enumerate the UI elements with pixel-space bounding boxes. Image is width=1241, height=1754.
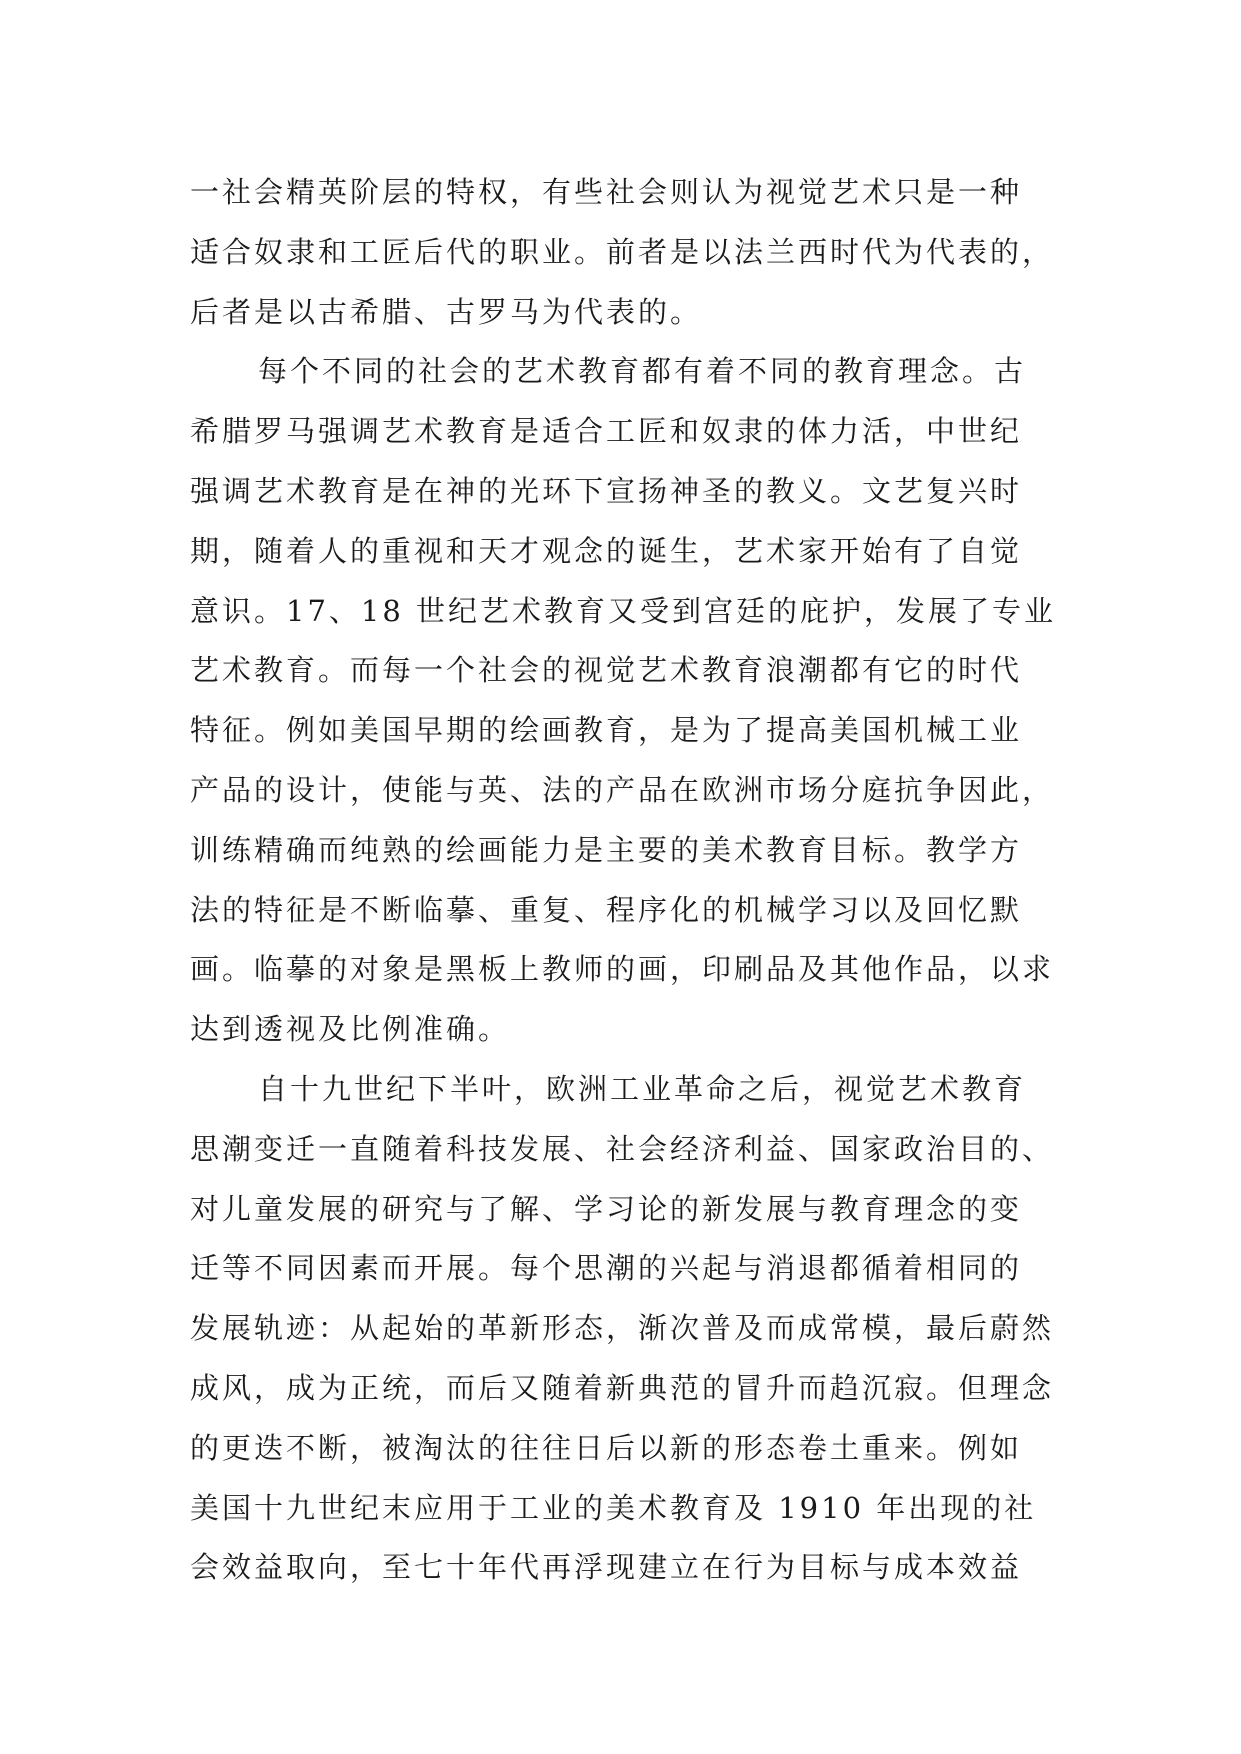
text-line: 迁等不同因素而开展。每个思潮的兴起与消退都循着相同的 — [190, 1251, 1023, 1286]
paragraph-1 — [190, 163, 1055, 342]
text-line: 自十九世纪下半叶，欧洲工业革命之后，视觉艺术教育 — [258, 1071, 1027, 1106]
text-line: 强调艺术教育是在神的光环下宣扬神圣的教义。文艺复兴时 — [190, 473, 1023, 508]
paragraph-3 — [190, 1060, 1055, 1598]
text-line: 达到透视及比例准确。 — [190, 1012, 511, 1047]
text-line: 特征。例如美国早期的绘画教育，是为了提高美国机械工业 — [190, 713, 1023, 748]
text-line: 适合奴隶和工匠后代的职业。前者是以法兰西时代为代表的， — [190, 234, 1055, 269]
text-line: 后者是以古希腊、古罗马为代表的。 — [190, 294, 703, 329]
text-line: 希腊罗马强调艺术教育是适合工匠和奴隶的体力活，中世纪 — [190, 414, 1023, 449]
text-line: 每个不同的社会的艺术教育都有着不同的教育理念。古 — [258, 354, 1027, 389]
text-line: 对儿童发展的研究与了解、学习论的新发展与教育理念的变 — [190, 1191, 1023, 1226]
text-line: 会效益取向，至七十年代再浮现建立在行为目标与成本效益 — [190, 1550, 1023, 1585]
text-line: 意识。17、18 世纪艺术教育又受到宫廷的庇护，发展了专业 — [190, 593, 1057, 628]
text-line: 的更迭不断，被淘汰的往往日后以新的形态卷土重来。例如 — [190, 1430, 1023, 1465]
text-line: 艺术教育。而每一个社会的视觉艺术教育浪潮都有它的时代 — [190, 653, 1023, 688]
text-line: 发展轨迹：从起始的革新形态，渐次普及而成常模，最后蔚然 — [190, 1311, 1055, 1346]
text-line: 法的特征是不断临摹、重复、程序化的机械学习以及回忆默 — [190, 892, 1023, 927]
text-line: 美国十九世纪末应用于工业的美术教育及 1910 年出现的社 — [190, 1490, 1037, 1525]
paragraph-2 — [190, 342, 1057, 1060]
text-line: 一社会精英阶层的特权，有些社会则认为视觉艺术只是一种 — [190, 175, 1023, 209]
text-line: 画。临摹的对象是黑板上教师的画，印刷品及其他作品，以求 — [190, 952, 1055, 987]
text-line: 期，随着人的重视和天才观念的诞生，艺术家开始有了自觉 — [190, 533, 1023, 568]
text-line: 训练精确而纯熟的绘画能力是主要的美术教育目标。教学方 — [190, 832, 1023, 867]
document-page — [190, 163, 1057, 1598]
text-line: 成风，成为正统，而后又随着新典范的冒升而趋沉寂。但理念 — [190, 1370, 1055, 1405]
text-line: 产品的设计，使能与英、法的产品在欧洲市场分庭抗争因此， — [190, 772, 1055, 807]
text-line: 思潮变迁一直随着科技发展、社会经济利益、国家政治目的、 — [190, 1131, 1055, 1166]
